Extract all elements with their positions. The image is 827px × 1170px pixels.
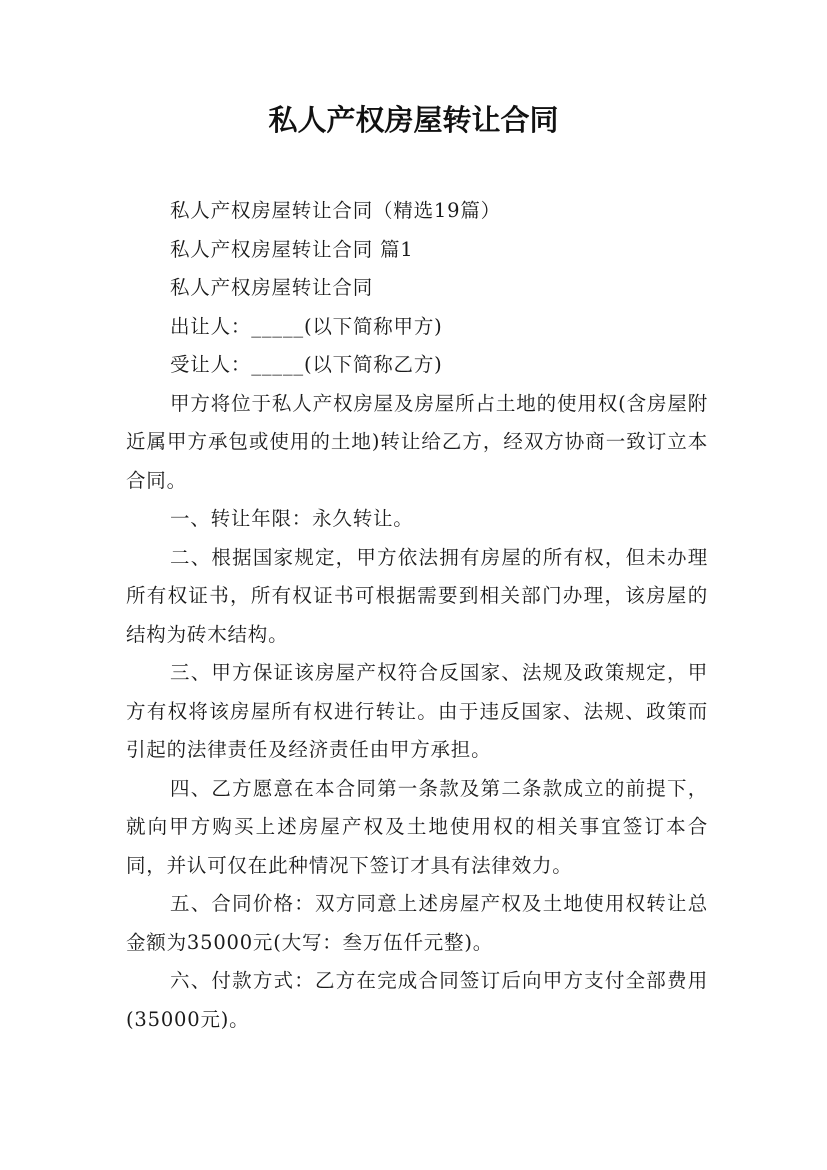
- paragraph-contract-name: 私人产权房屋转让合同: [170, 276, 374, 299]
- paragraph-clause-1: 一、转让年限：永久转让。: [170, 507, 414, 530]
- paragraph-transferor: 出让人：_____(以下简称甲方): [170, 314, 443, 338]
- paragraph-clause-3: 三、甲方保证该房屋产权符合反国家、法规及政策规定，甲方有权将该房屋所有权进行转让。由于违反国家、法规、政策而引起的法律责任及经济责任由甲方承担。: [126, 661, 708, 761]
- document-body: [126, 192, 708, 1039]
- paragraph-intro: 甲方将位于私人产权房屋及房屋所占土地的使用权(含房屋附近属甲方承包或使用的土地)转让给乙方，经双方协商一致订立本合同。: [126, 391, 708, 492]
- paragraph-section-heading: 私人产权房屋转让合同 篇1: [170, 237, 414, 261]
- paragraph-transferee: 受让人：_____(以下简称乙方): [170, 353, 443, 376]
- document-title: 私人产权房屋转让合同: [268, 103, 559, 137]
- paragraph-clause-2: 二、根据国家规定，甲方依法拥有房屋的所有权，但未办理所有权证书，所有权证书可根据需要到相关部门办理，该房屋的结构为砖木结构。: [126, 545, 708, 646]
- paragraph-clause-6: 六、付款方式：乙方在完成合同签订后向甲方支付全部费用(35000元)。: [126, 969, 708, 1031]
- paragraph-clause-4: 四、乙方愿意在本合同第一条款及第二条款成立的前提下，就向甲方购买上述房屋产权及土地使用权的相关事宜签订本合同，并认可仅在此种情况下签订才具有法律效力。: [126, 776, 708, 877]
- paragraph-subtitle: 私人产权房屋转让合同（精选19篇）: [170, 199, 501, 222]
- paragraph-clause-5: 五、合同价格：双方同意上述房屋产权及土地使用权转让总金额为35000元(大写：叁万伍仟元整)。: [126, 892, 708, 954]
